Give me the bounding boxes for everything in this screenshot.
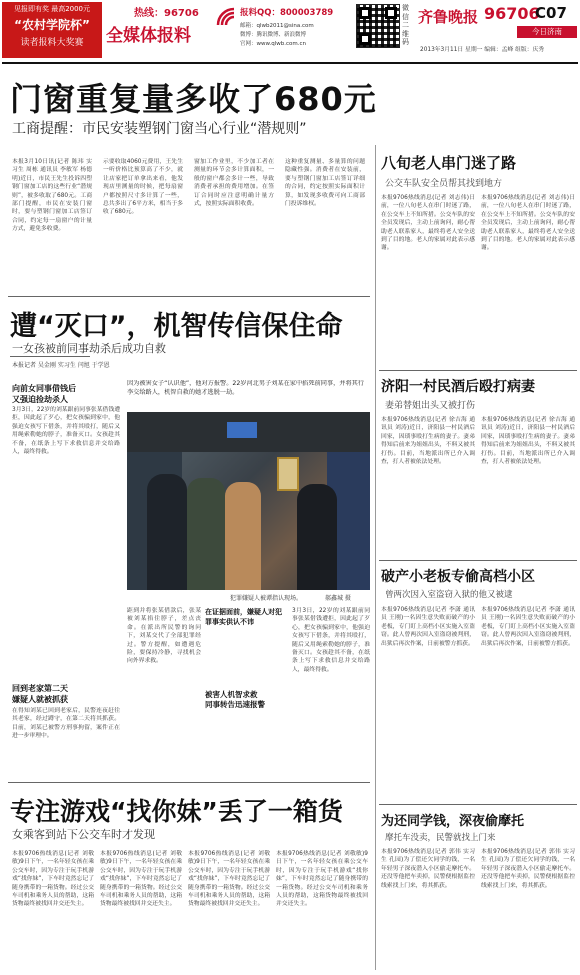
lead-column-2: 示要收取4060元费用，王先生一听价格比预算高了不少，就让店家把订单拿出来看，他发现店里测量的时候，把每扇窗户都按照尺寸多计算了一些，总共多出了6平方米，相当于多收了680元。 xyxy=(103,159,183,216)
story2-photo-caption: 犯罪嫌疑人被谭指认现场。 xyxy=(230,595,303,602)
weibo-label: 微博：腾讯微博、新浪微博 xyxy=(240,32,307,38)
contest-ad-line1: 见报即有奖 最高2000元 xyxy=(13,5,91,13)
story2-photo-credit: 郝鑫城 摄 xyxy=(325,595,351,602)
story2-subhead: 一女孩被前同事劫杀后成功自救 xyxy=(12,342,166,355)
hotline-label: 热线：96706 xyxy=(134,8,199,19)
media-label: 全媒体报料 xyxy=(106,26,191,46)
story3-subhead: 女乘客到站下公交车时才发现 xyxy=(12,828,155,841)
contest-ad-line3: 读者报料大奖赛 xyxy=(20,38,84,48)
right1-headline: 八旬老人串门迷了路 xyxy=(381,154,517,172)
story2-sidebar-title: 向前女同事借钱后 又强迫捡劫杀人 xyxy=(12,384,76,404)
story2-mid-title1: 在证据面前，嫌疑人对犯罪事实供认不讳 xyxy=(205,608,282,626)
contact-box xyxy=(240,6,355,47)
masthead xyxy=(0,0,580,68)
right4-headline: 为还同学钱，深夜偷摩托 xyxy=(381,814,525,829)
story3-col-1: 本报9706热线消息(记者 刘敬敏)9日下午，一名年轻女孩在乘公交车时，因为专注于玩手机游戏“找你妹”，下车时竟然忘记了随身携带的一箱货物。经过公交车司机和乘务人员的帮助，这箱货物最终被找回并交还失主。 xyxy=(12,851,94,908)
right3-subhead: 曾两次因入室盗窃入狱的他又被逮 xyxy=(385,590,513,600)
right3-body-a: 本报9706热线消息(记者 李潇 通讯员 王刚)一名因生意失败而破产的小老板，专门盯上高档小区实施入室盗窃。此人曾两次因入室盗窃被判刑，出狱后再次作案，日前被警方抓获。 xyxy=(381,607,475,647)
lead-column-3: 窗加工作业里，不少加工者在测量的环节会多计算面积，一般的窗户都会多计一些，导致消费者承担的费用增加。在签订合同时应注意明确计量方式，按照实际面积收费。 xyxy=(194,159,274,208)
story3-col-2: 本报9706热线消息(记者 刘敬敏)9日下午，一名年轻女孩在乘公交车时，因为专注于玩手机游戏“找你妹”，下车时竟然忘记了随身携带的一箱货物。经过公交车司机和乘务人员的帮助，这箱货物最终被找回并交还失主。 xyxy=(100,851,182,908)
lead-column-4: 这种重复测量、多量算的问题隐藏性强。消费者在安装前，要与塑钢门窗加工店签订详细的合同，约定按照实际面积计算，如发现多收费可向工商部门投诉维权。 xyxy=(285,159,365,208)
story2-photo xyxy=(127,412,370,590)
right2-body-b: 本报9706热线消息(记者 徐吉海 通讯员 刘涛)近日，济阳县一村民酒后回家，因琐事殴打生病的妻子。妻弟得知后前来为姐姐出头，不料又被其打伤。目前，当地派出所已介入调查，打人者被依法处理。 xyxy=(481,417,575,466)
lead-headline: 门窗重复量多收了680元 xyxy=(10,80,377,118)
qr-label: 微信二维码 xyxy=(402,4,409,46)
site-label: 官网：www.qlwb.com.cn xyxy=(240,41,307,47)
story2-sidebar2-title: 回到老家第二天 嫌疑人就被抓获 xyxy=(12,684,68,704)
page-number: C07 xyxy=(535,4,567,22)
right2-subhead: 妻弟替姐出头又被打伤 xyxy=(385,401,476,411)
email-label: 邮箱：qlwb2011@sina.com xyxy=(240,23,314,29)
lead-subhead: 工商提醒：市民安装塑钢门窗当心行业“潜规则” xyxy=(12,121,307,137)
right2-headline: 济阳一村民酒后殴打病妻 xyxy=(381,379,535,395)
story2-photo-caption-top: 因为被害女子“认识他”，他对方报警。22岁河北男子刘某在家中掐死前同事，并将其行李交给路人，机智自救的她才逃脱一劫。 xyxy=(127,380,365,396)
story3-col-4: 本报9706热线消息(记者 刘敬敏)9日下午，一名年轻女孩在乘公交车时，因为专注于玩手机游戏“找你妹”，下车时竟然忘记了随身携带的一箱货物。经过公交车司机和乘务人员的帮助，这箱货物最终被找回并交还失主。 xyxy=(276,851,368,908)
story2-body-right: 3月3日，22岁的刘某跟前同事张某借钱遭拒，因此起了歹心，把女孩骗到家中，他强迫女孩写下借条，并将其殴打，随后又用绳索勒她的脖子，准备灭口。女孩趁其不备，在纸条上写下求救信息并交给路人，最终得救。 xyxy=(292,608,370,673)
right4-subhead: 摩托车没卖，民警就找上门来 xyxy=(385,833,496,843)
contest-ad xyxy=(2,2,102,58)
contest-ad-line2: “农村学院杯” xyxy=(14,18,90,32)
story2-body-left: 距到并将张某借款后，张某被刘某掐住脖子，差点丧命。在派出所民警的询问下，刘某交代了全部犯罪经过。警方提醒，如遭遇危险，要保持冷静，寻找机会向外界求救。 xyxy=(127,608,201,665)
right3-headline: 破产小老板专偷高档小区 xyxy=(381,569,535,585)
date-line: 2013年3月11日 星期一 编辑：孟峰 组版：庆秀 xyxy=(420,47,545,53)
broadcast-icon xyxy=(215,6,237,28)
story3-headline: 专注游戏“找你妹”丢了一箱货 xyxy=(10,797,343,826)
qq-label: 报料QQ：800003789 xyxy=(240,8,334,18)
story2-mid-title2: 被害人机智求救 同事转告迅速报警 xyxy=(205,690,265,709)
right4-body-a: 本报9706热线消息(记者 郭伟 实习生 孔园)为了偿还欠同学的钱，一名年轻男子深夜潜入小区偷走摩托车。还没等他把车卖掉，民警便根据监控线索找上门来，将其抓获。 xyxy=(381,849,475,889)
right3-body-b: 本报9706热线消息(记者 李潇 通讯员 王刚)一名因生意失败而破产的小老板，专门盯上高档小区实施入室盗窃。此人曾两次因入室盗窃被判刑，出狱后再次作案，日前被警方抓获。 xyxy=(481,607,575,647)
edition-badge: 今日济南 xyxy=(517,26,577,38)
right1-body-a: 本报9706热线消息(记者 刘志伟)日前，一位八旬老人在串门时迷了路，在公交车上不知所措。公交车队的安全员发现后，主动上前询问，耐心帮助老人联系家人，最终将老人安全送到了目的地。老人的家属对此表示感谢。 xyxy=(381,195,475,252)
story2-headline: 遭“灭口”，机智传信保住命 xyxy=(10,311,343,342)
hotline-box xyxy=(106,4,216,56)
lead-column-1: 本报3月10日讯(记者 陈玮 实习生 周栋 通讯员 李敏军 杨德明)近日，市民王先生投诉四塑钢门窗加工店的这些行业“潜规则”，被多收取了680元。工商部门提醒，市民在安装门窗时，要与塑钢门窗加工店签订合同，约定每一扇窗户的计量方式，避免多收费。 xyxy=(12,159,92,233)
paper-phone: 96706 xyxy=(484,4,540,23)
story2-sidebar2-body: 在得知刘某已回到老家后，民警连夜赶往其老家，经过蹲守，在第二天将其抓获。目前，刘某已被警方刑事拘留，案件正在进一步审理中。 xyxy=(12,708,120,740)
right1-subhead: 公交车队安全员帮其找到地方 xyxy=(385,179,503,189)
right1-body-b: 本报9706热线消息(记者 刘志伟)日前，一位八旬老人在串门时迷了路，在公交车上不知所措。公交车队的安全员发现后，主动上前询问，耐心帮助老人联系家人，最终将老人安全送到了目的地。老人的家属对此表示感谢。 xyxy=(481,195,575,252)
story2-credit: 本报记者 吴金刚 实习生 闫旭 于学恩 xyxy=(12,362,110,369)
qr-code xyxy=(356,4,400,48)
paper-name: 齐鲁晚报 xyxy=(418,8,479,26)
story3-col-3: 本报9706热线消息(记者 刘敬敏)9日下午，一名年轻女孩在乘公交车时，因为专注于玩手机游戏“找你妹”，下车时竟然忘记了随身携带的一箱货物。经过公交车司机和乘务人员的帮助，这箱货物最终被找回并交还失主。 xyxy=(188,851,270,908)
right4-body-b: 本报9706热线消息(记者 郭伟 实习生 孔园)为了偿还欠同学的钱，一名年轻男子深夜潜入小区偷走摩托车。还没等他把车卖掉，民警便根据监控线索找上门来，将其抓获。 xyxy=(481,849,575,889)
right2-body-a: 本报9706热线消息(记者 徐吉海 通讯员 刘涛)近日，济阳县一村民酒后回家，因琐事殴打生病的妻子。妻弟得知后前来为姐姐出头，不料又被其打伤。目前，当地派出所已介入调查，打人者被依法处理。 xyxy=(381,417,475,466)
story2-sidebar-body: 3月3日，22岁的刘某跟前同事张某借钱遭拒，因此起了歹心，把女孩骗到家中，他强迫女孩写下借条，并将其殴打，随后又用绳索勒她的脖子，准备灭口。女孩趁其不备，在纸条上写下求救信息并交给路人，最终得救。 xyxy=(12,407,120,456)
